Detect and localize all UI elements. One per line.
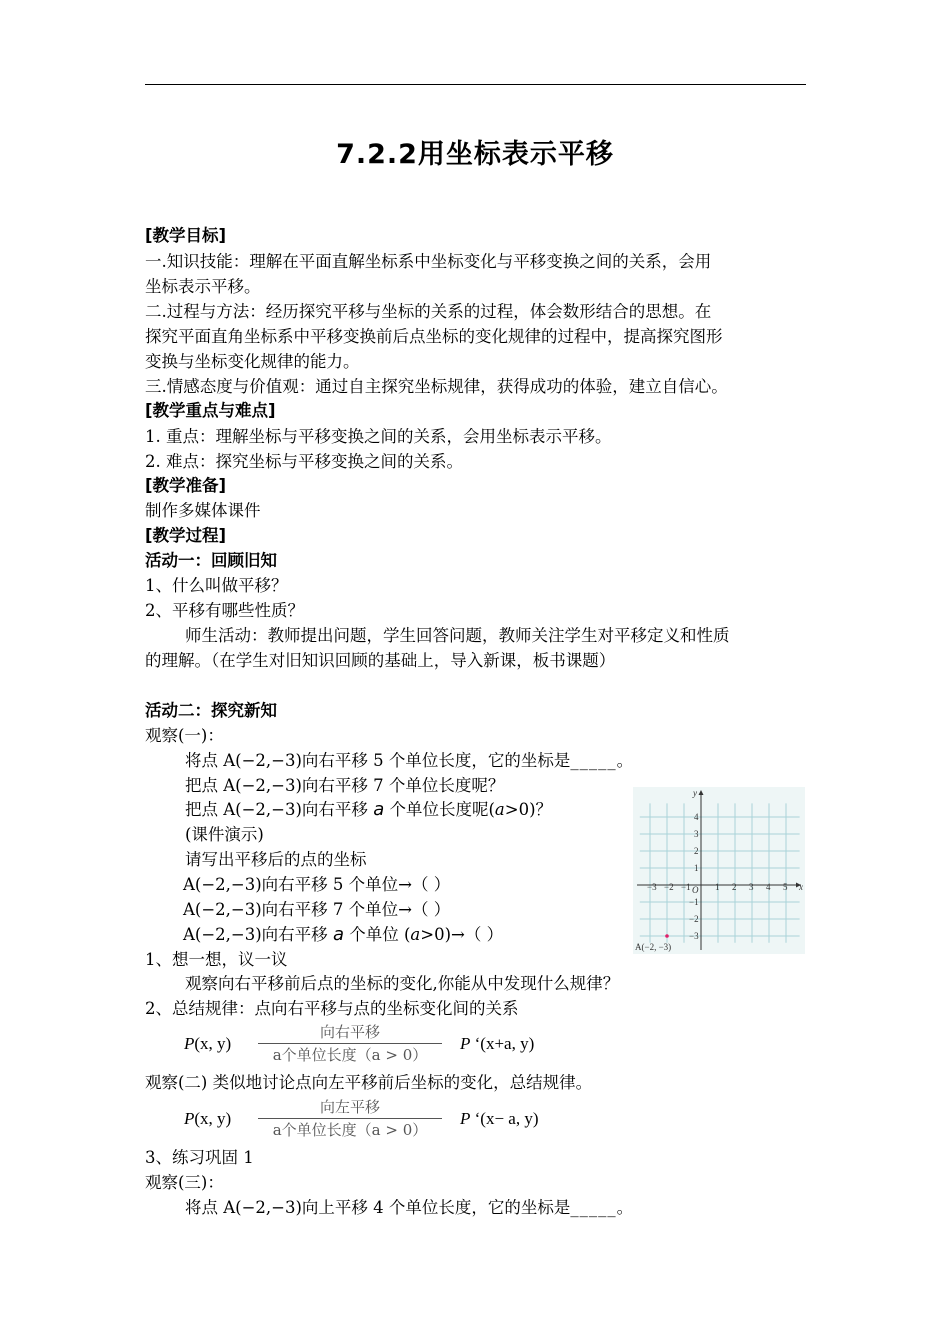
origin-label: O xyxy=(692,885,699,895)
observe-3-line-1: 将点 A(−2,−3)向上平移 4 个单位长度，它的坐标是_____。 xyxy=(185,1198,634,1217)
x-tick-label: 3 xyxy=(749,882,754,892)
key-1: 1. 重点：理解坐标与平移变换之间的关系，会用坐标表示平移。 xyxy=(145,427,612,446)
y-tick-label: 4 xyxy=(694,812,699,822)
think-heading: 1、想一想，议一议 xyxy=(145,950,288,969)
header-rule xyxy=(145,84,806,85)
question-2: 2、平移有哪些性质？ xyxy=(145,601,304,620)
goal-2b: 探究平面直角坐标系中平移变换前后点坐标的变化规律的过程中，提高探究图形 xyxy=(145,327,723,346)
goal-1b: 坐标表示平移。 xyxy=(145,277,261,296)
goal-heading: [教学目标] xyxy=(145,226,227,245)
demo-note: (课件演示) xyxy=(185,825,264,844)
goal-2a: 二.过程与方法：经历探究平移与坐标的关系的过程，体会数形结合的思想。在 xyxy=(145,302,712,321)
observe-1-heading: 观察(一)： xyxy=(145,726,224,745)
x-tick-label: −1 xyxy=(681,882,691,892)
prep-heading: [教学准备] xyxy=(145,476,227,495)
graph-background xyxy=(633,787,805,954)
result-line-2: A(−2,−3)向右平移 7 个单位→（ ） xyxy=(183,900,451,919)
question-1: 1、什么叫做平移？ xyxy=(145,576,288,595)
page-title: 7.2.2用坐标表示平移 xyxy=(336,139,614,170)
summary-line: 2、总结规律：点向右平移与点的坐标变化间的关系 xyxy=(145,999,519,1018)
y-tick-label: −3 xyxy=(689,931,699,941)
formula-right-rhs: P ‘(x+a, y) xyxy=(460,1034,535,1053)
practice-line: 3、练习巩固 1 xyxy=(145,1148,254,1167)
formula-left-arrow: 向左平移 a个单位长度（a > 0） xyxy=(258,1098,442,1139)
y-axis-label: y xyxy=(693,788,697,798)
y-tick-label: 2 xyxy=(694,846,699,856)
prep-text: 制作多媒体课件 xyxy=(145,501,261,520)
process-heading: [教学过程] xyxy=(145,526,227,545)
y-tick-label: 1 xyxy=(694,863,699,873)
point-a-marker xyxy=(665,934,669,938)
x-tick-label: 5 xyxy=(783,882,788,892)
activity-2-heading: 活动二：探究新知 xyxy=(145,701,277,720)
formula-left-rhs: P ‘(x− a, y) xyxy=(460,1109,539,1128)
x-tick-label: 4 xyxy=(766,882,771,892)
key-2: 2. 难点：探究坐标与平移变换之间的关系。 xyxy=(145,452,463,471)
think-question: 观察向右平移前后点的坐标的变化,你能从中发现什么规律？ xyxy=(185,974,620,993)
y-tick-label: 3 xyxy=(694,829,699,839)
x-tick-label: −2 xyxy=(664,882,674,892)
x-tick-label: 1 xyxy=(715,882,720,892)
y-tick-label: −2 xyxy=(689,914,699,924)
ask-line: 请写出平移后的点的坐标 xyxy=(185,850,367,869)
goal-3: 三.情感态度与价值观：通过自主探究坐标规律，获得成功的体验，建立自信心。 xyxy=(145,377,728,396)
observe-1-line-3: 把点 A(−2,−3)向右平移 a 个单位长度呢(a>0)？ xyxy=(185,799,553,820)
formula-right-lhs: P(x, y) xyxy=(184,1034,232,1053)
x-axis-label: x xyxy=(799,882,803,892)
goal-1a: 一.知识技能：理解在平面直解坐标系中坐标变化与平移变换之间的关系，会用 xyxy=(145,252,712,271)
observe-3-heading: 观察(三)： xyxy=(145,1173,224,1192)
point-a-label: A(−2, −3) xyxy=(635,942,672,952)
y-tick-label: −1 xyxy=(689,897,699,907)
key-heading: [教学重点与难点] xyxy=(145,401,276,420)
x-tick-label: −3 xyxy=(647,882,657,892)
coordinate-graph xyxy=(633,787,805,954)
note-line-1: 师生活动：教师提出问题，学生回答问题，教师关注学生对平移定义和性质 xyxy=(185,626,730,645)
observe-2-line: 观察(二) 类似地讨论点向左平移前后坐标的变化，总结规律。 xyxy=(145,1073,593,1092)
result-line-1: A(−2,−3)向右平移 5 个单位→（ ） xyxy=(183,875,451,894)
observe-1-line-1: 将点 A(−2,−3)向右平移 5 个单位长度，它的坐标是_____。 xyxy=(185,751,634,770)
x-tick-label: 2 xyxy=(732,882,737,892)
goal-2c: 变换与坐标变化规律的能力。 xyxy=(145,352,360,371)
observe-1-line-2: 把点 A(−2,−3)向右平移 7 个单位长度呢？ xyxy=(185,776,505,795)
activity-1-heading: 活动一：回顾旧知 xyxy=(145,551,277,570)
note-line-2: 的理解。（在学生对旧知识回顾的基础上，导入新课，板书课题） xyxy=(145,651,616,670)
result-line-3: A(−2,−3)向右平移 a 个单位 (a>0)→（ ） xyxy=(183,924,504,945)
formula-left-lhs: P(x, y) xyxy=(184,1109,232,1128)
formula-right-arrow: 向右平移 a个单位长度（a > 0） xyxy=(258,1023,442,1064)
